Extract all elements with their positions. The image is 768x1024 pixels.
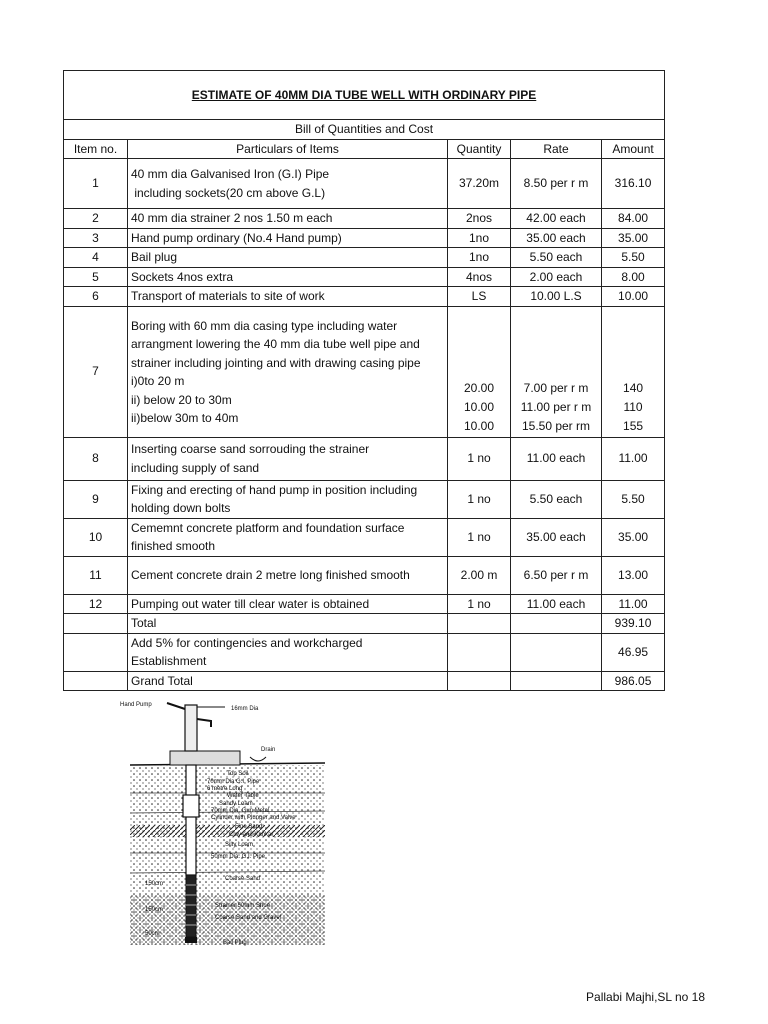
total-value: 939.10 — [602, 614, 665, 634]
quantity-line: 20.00 — [463, 380, 495, 395]
particulars-line: ii) below 20 to 30m — [131, 392, 232, 407]
label-clay: Clay and Kankar — [229, 832, 274, 838]
item-rate: 5.50 each — [511, 248, 602, 268]
particulars-line: Inserting coarse sand sorrouding the strainer — [131, 442, 370, 456]
label-gravel: Coarse Sand and Gravel — [215, 915, 282, 921]
label-m1: 150cm — [145, 881, 164, 887]
rate-line: 11.00 per r m — [520, 399, 592, 414]
label-bail: Bail Plug — [223, 940, 247, 946]
item-rate: 6.50 per r m — [511, 556, 602, 594]
label-strainer: Strainer 50mm Shoe — [215, 903, 271, 909]
clay-layer — [130, 825, 325, 837]
col-header-amount: Amount — [602, 139, 665, 159]
item-no: 7 — [64, 306, 128, 437]
subtitle-row — [64, 120, 665, 140]
total-row — [64, 614, 665, 634]
label-top-soil: Top Soil — [227, 771, 249, 777]
item-no: 6 — [64, 287, 128, 307]
item-particulars — [128, 306, 448, 437]
contingency-line: Establishment — [131, 654, 207, 668]
label-long: 6 metre Long — [207, 786, 243, 792]
item-amount: 35.00 — [602, 518, 665, 556]
table-row — [64, 159, 665, 209]
contingency-label — [128, 633, 448, 671]
cylinder — [183, 795, 199, 817]
bill-of-quantities-table — [63, 70, 665, 691]
item-no: 12 — [64, 594, 128, 614]
table-row — [64, 518, 665, 556]
table-row — [64, 480, 665, 518]
item-quantity: 4nos — [448, 267, 511, 287]
title-row — [64, 71, 665, 120]
item-no: 3 — [64, 228, 128, 248]
col-header-particulars: Particulars of Items — [128, 139, 448, 159]
estimate-sheet — [63, 70, 664, 691]
item-no: 10 — [64, 518, 128, 556]
item-rate: 5.50 each — [511, 480, 602, 518]
label-coarse: Coarse Sand — [225, 876, 261, 882]
label-fine-sand: Fine Sand — [235, 824, 263, 830]
item-amount: 5.50 — [602, 248, 665, 268]
total-label: Total — [128, 614, 448, 634]
hand-pump-icon — [185, 705, 197, 751]
particulars-line: finished smooth — [131, 539, 216, 553]
table-row — [64, 556, 665, 594]
item-amount: 35.00 — [602, 228, 665, 248]
item-rate: 2.00 each — [511, 267, 602, 287]
item-no: 8 — [64, 437, 128, 480]
table-row — [64, 306, 665, 437]
item-rate: 35.00 each — [511, 228, 602, 248]
item-rate: 11.00 each — [511, 437, 602, 480]
contingency-row — [64, 633, 665, 671]
item-amount: 316.10 — [602, 159, 665, 209]
col-header-item-no: Item no. — [64, 139, 128, 159]
tube-well-figure — [115, 695, 337, 950]
particulars-line: holding down bolts — [131, 501, 231, 515]
col-header-quantity: Quantity — [448, 139, 511, 159]
item-rate: 11.00 each — [511, 594, 602, 614]
grand-total-label: Grand Total — [128, 671, 448, 691]
item-amount: 10.00 — [602, 287, 665, 307]
author-footer: Pallabi Majhi,SL no 18 — [586, 990, 705, 1004]
item-rate: 35.00 each — [511, 518, 602, 556]
contingency-value: 46.95 — [602, 633, 665, 671]
item-quantity — [448, 306, 511, 437]
tube-well-diagram — [115, 695, 337, 950]
item-no: 4 — [64, 248, 128, 268]
item-particulars: Bail plug — [128, 248, 448, 268]
label-dia: 16mm Dia — [231, 706, 259, 712]
estimate-title: ESTIMATE OF 40MM DIA TUBE WELL WITH ORDINARY PIPE — [64, 71, 665, 120]
item-amount: 84.00 — [602, 209, 665, 229]
item-rate: 8.50 per r m — [511, 159, 602, 209]
col-header-rate: Rate — [511, 139, 602, 159]
label-water-table: Water Table — [227, 793, 259, 799]
item-rate: 10.00 L.S — [511, 287, 602, 307]
table-row — [64, 209, 665, 229]
item-quantity: 1no — [448, 228, 511, 248]
item-particulars: Transport of materials to site of work — [128, 287, 448, 307]
grand-total-value: 986.05 — [602, 671, 665, 691]
item-no: 11 — [64, 556, 128, 594]
item-particulars — [128, 437, 448, 480]
label-gi-pipe: 70mm Dia G.I. Pipe — [207, 779, 260, 785]
item-no: 5 — [64, 267, 128, 287]
item-quantity: 37.20m — [448, 159, 511, 209]
particulars-line: strainer including jointing and with drawing casing pipe — [131, 355, 421, 370]
particulars-line: including sockets(20 cm above G.L) — [131, 185, 326, 200]
particulars-line: i)0to 20 m — [131, 374, 185, 388]
rate-line: 7.00 per r m — [523, 380, 589, 395]
item-quantity: 1 no — [448, 594, 511, 614]
table-row — [64, 594, 665, 614]
item-particulars: Pumping out water till clear water is obtained — [128, 594, 448, 614]
item-no: 1 — [64, 159, 128, 209]
rate-line: 15.50 per rm — [521, 418, 591, 433]
table-row — [64, 437, 665, 480]
table-row — [64, 267, 665, 287]
item-particulars: Hand pump ordinary (No.4 Hand pump) — [128, 228, 448, 248]
particulars-line: including supply of sand — [131, 460, 260, 475]
label-cylinder: Cylinder with Plunger and Valve — [211, 815, 296, 821]
particulars-line: Cememnt concrete platform and foundation surface — [131, 520, 405, 535]
label-silty: Silty Loam — [225, 842, 254, 848]
label-hand-pump: Hand Pump — [120, 702, 152, 708]
item-rate: 42.00 each — [511, 209, 602, 229]
particulars-line: 40 mm dia Galvanised Iron (G.I) Pipe — [131, 167, 330, 181]
item-amount: 5.50 — [602, 480, 665, 518]
item-amount: 11.00 — [602, 437, 665, 480]
contingency-line: Add 5% for contingencies and workcharged — [131, 635, 363, 650]
label-gun-metal: 70mm Dia. Gun Metal — [211, 808, 270, 814]
grand-total-row — [64, 671, 665, 691]
label-drain: Drain — [261, 747, 276, 753]
item-quantity: 2nos — [448, 209, 511, 229]
item-particulars — [128, 518, 448, 556]
item-no: 2 — [64, 209, 128, 229]
particulars-line: arrangment lowering the 40 mm dia tube well pipe and — [131, 337, 420, 351]
label-pipe2: 50mm Dia. G.I. Pipe — [211, 854, 266, 860]
item-particulars: Cement concrete drain 2 metre long finished smooth — [128, 556, 448, 594]
amount-line: 155 — [623, 418, 644, 433]
quantity-line: 10.00 — [463, 418, 495, 433]
particulars-line: Fixing and erecting of hand pump in position including — [131, 482, 418, 497]
item-quantity: 2.00 m — [448, 556, 511, 594]
quantity-line: 10.00 — [463, 399, 495, 414]
item-quantity: 1 no — [448, 437, 511, 480]
bill-subtitle: Bill of Quantities and Cost — [64, 120, 665, 140]
item-amount: 8.00 — [602, 267, 665, 287]
particulars-line: Boring with 60 mm dia casing type including water — [131, 318, 398, 333]
item-particulars: 40 mm dia strainer 2 nos 1.50 m each — [128, 209, 448, 229]
item-particulars — [128, 159, 448, 209]
item-no: 9 — [64, 480, 128, 518]
amount-line: 140 — [623, 380, 644, 395]
label-sandy-loam: Sandy Loam — [219, 801, 253, 807]
item-amount: 13.00 — [602, 556, 665, 594]
gi-pipe — [186, 765, 196, 875]
item-quantity: 1 no — [448, 480, 511, 518]
item-amount — [602, 306, 665, 437]
item-quantity: LS — [448, 287, 511, 307]
column-header-row — [64, 139, 665, 159]
label-m3: 50cm — [145, 931, 160, 937]
item-amount: 11.00 — [602, 594, 665, 614]
table-row — [64, 248, 665, 268]
table-row — [64, 287, 665, 307]
particulars-line: ii)below 30m to 40m — [131, 411, 239, 425]
table-row — [64, 228, 665, 248]
amount-line: 110 — [623, 399, 643, 414]
item-rate — [511, 306, 602, 437]
item-particulars — [128, 480, 448, 518]
strainer — [186, 875, 196, 937]
item-particulars: Sockets 4nos extra — [128, 267, 448, 287]
item-quantity: 1 no — [448, 518, 511, 556]
label-m2: 150cm — [145, 907, 164, 913]
item-quantity: 1no — [448, 248, 511, 268]
